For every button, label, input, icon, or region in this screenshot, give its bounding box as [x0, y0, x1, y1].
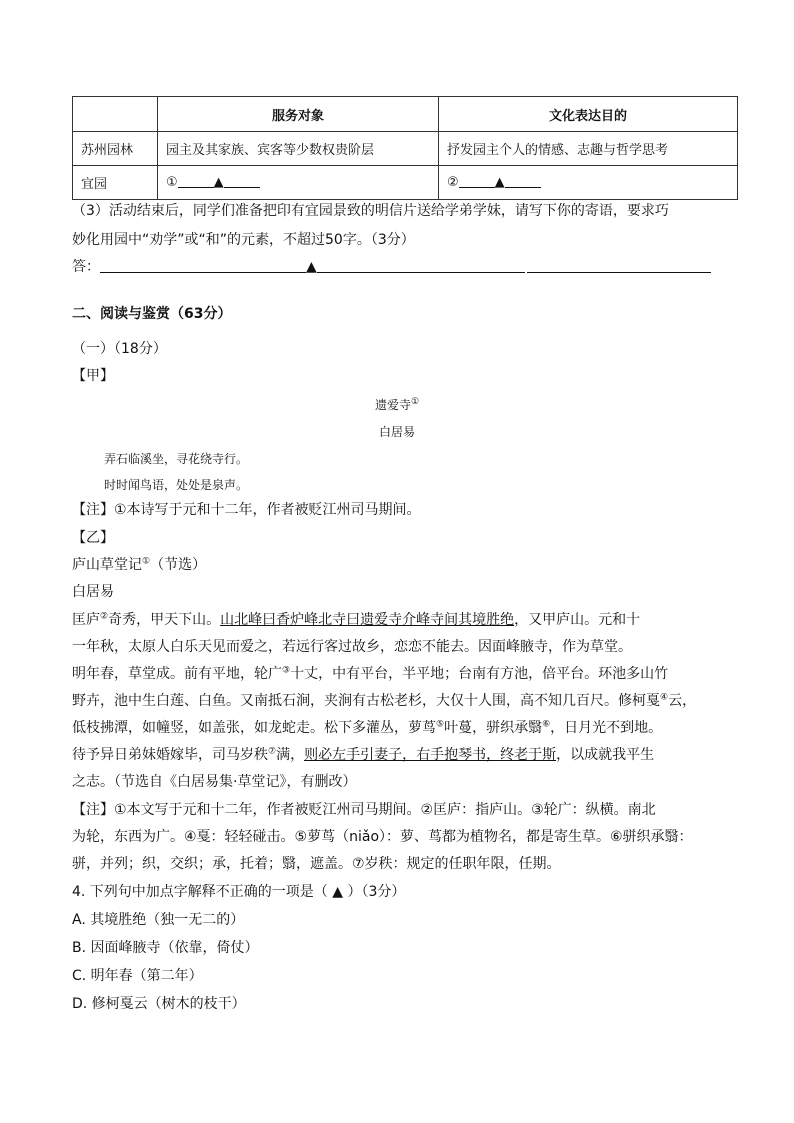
poem-title-text: 遗爱寺 — [374, 398, 411, 412]
question-3-line-2: 妙化用园中“劝学”或“和”的元素，不超过50字。（3分） — [72, 232, 415, 248]
poem-line: 弄石临溪坐，寻花绕寺行。 — [104, 452, 249, 466]
answer-mark: ▲ — [494, 175, 505, 190]
answer-blank — [527, 258, 711, 273]
answer-mark: ▲ — [213, 175, 224, 190]
poem-title — [72, 395, 722, 415]
answer-number: ② — [447, 175, 459, 190]
footnote-marker: ② — [100, 611, 109, 622]
table-cell — [439, 166, 738, 200]
passage-text: 待予异日弟妹婚嫁毕，司马岁秩 — [72, 747, 268, 763]
passage-text: ，又甲庐山。元和十 — [514, 612, 641, 628]
part-heading: （一）（18分） — [72, 341, 167, 357]
section-title: 二、阅读与鉴赏（63分） — [72, 306, 232, 322]
table-cell: 苏州园林 — [73, 132, 158, 166]
table-header-cell: 服务对象 — [158, 97, 439, 132]
passage-line — [72, 718, 662, 738]
passage-text: 十丈，中有平台，半平地；台南有方池，倍平台。环池多山竹 — [290, 666, 669, 682]
option-d: D. 修柯戛云（树木的枝干） — [72, 996, 246, 1012]
text-title-text: 庐山草堂记 — [72, 557, 142, 573]
passage-text: 叶蔓，骈织承翳 — [444, 720, 543, 736]
underlined-sentence: 则必左手引妻子，右手抱琴书，终老于斯 — [304, 747, 557, 763]
answer-mark: ▲ — [306, 259, 317, 275]
passage-line: 之志。（节选自《白居易集·草堂记》，有删改） — [72, 774, 357, 790]
answer-blank — [100, 258, 306, 273]
answer-blank — [224, 175, 260, 188]
answer-label: 答： — [72, 259, 100, 275]
table-row — [73, 166, 738, 200]
poem-author: 白居易 — [378, 425, 415, 439]
table-header-cell — [73, 97, 158, 132]
poem-line: 时时闻鸟语，处处是泉声。 — [104, 478, 249, 492]
text-title-suffix: （节选） — [150, 557, 207, 573]
footnote-marker: ⑤ — [436, 719, 445, 730]
text-label-yi: 【乙】 — [72, 530, 114, 546]
text-author: 白居易 — [72, 584, 114, 600]
table-cell: 宜园 — [73, 166, 158, 200]
answer-blank — [459, 175, 495, 188]
option-c: C. 明年春（第二年） — [72, 968, 203, 984]
footnote: 【注】①本文写于元和十二年，作者被贬江州司马期间。②匡庐：指庐山。③轮广：纵横。南北 — [72, 802, 656, 818]
answer-blank — [317, 258, 525, 273]
table-cell: 抒发园主个人的情感、志趣与哲学思考 — [439, 132, 738, 166]
option-b: B. 因面峰腋寺（依靠，倚仗） — [72, 940, 259, 956]
passage-text: 云， — [668, 693, 697, 709]
answer-blank — [505, 175, 541, 188]
footnote-marker: ⑥ — [542, 719, 551, 730]
table-cell — [158, 166, 439, 200]
question-4-stem: 4. 下列句中加点字解释不正确的一项是（ ▲ ）（3分） — [72, 884, 406, 900]
comparison-table — [72, 96, 738, 200]
passage-text: 匡庐 — [72, 612, 100, 628]
passage-text: 低枝拂潭，如幢竖，如盖张，如龙蛇走。松下多灌丛，萝茑 — [72, 720, 436, 736]
passage-text: 明年春，草堂成。前有平地，轮广 — [72, 666, 282, 682]
footnote: 骈，并列；织，交织；承，托着；翳，遮盖。⑦岁秩：规定的任职年限，任期。 — [72, 856, 561, 872]
answer-blank — [178, 175, 214, 188]
footnote-marker: ④ — [660, 692, 669, 703]
passage-text: ，以成就我平生 — [556, 747, 655, 763]
table-header-cell: 文化表达目的 — [439, 97, 738, 132]
footnote: 【注】①本诗写于元和十二年，作者被贬江州司马期间。 — [72, 502, 421, 518]
underlined-sentence: 山北峰曰香炉峰北寺曰遗爱寺介峰寺间其境胜绝 — [220, 612, 515, 628]
passage-text: 野卉，池中生白莲、白鱼。又南抵石涧，夹涧有古松老杉，大仅十人围，高不知几百尺。修柯戛 — [72, 693, 660, 709]
text-title — [72, 555, 206, 575]
question-3-line-1: （3）活动结束后，同学们准备把印有宜园景致的明信片送给学弟学妹，请写下你的寄语，要求巧 — [72, 203, 669, 219]
footnote-marker: ③ — [282, 665, 291, 676]
footnote: 为轮，东西为广。④戛：轻轻碰击。⑤萝茑（niǎo）：萝、茑都为植物名，都是寄生草。⑥骈织承翳： — [72, 829, 693, 845]
passage-text: ，日月光不到地。 — [550, 720, 663, 736]
answer-line — [72, 257, 711, 277]
option-a: A. 其境胜绝（独一无二的） — [72, 912, 245, 928]
passage-line — [72, 691, 696, 711]
table-row — [73, 132, 738, 166]
text-label-jia: 【甲】 — [72, 368, 114, 384]
passage-line: 一年秋，太原人白乐天见而爱之，若远行客过故乡，恋恋不能去。因面峰腋寺，作为草堂。 — [72, 639, 632, 655]
passage-text: 奇秀，甲天下山。 — [108, 612, 221, 628]
table-cell: 园主及其家族、宾客等少数权贵阶层 — [158, 132, 439, 166]
passage-line — [72, 610, 640, 630]
table-header-row — [73, 97, 738, 132]
answer-number: ① — [166, 175, 178, 190]
passage-line — [72, 664, 668, 684]
footnote-marker: ⑦ — [268, 746, 277, 757]
footnote-marker: ① — [142, 556, 151, 567]
passage-text: 满， — [276, 747, 305, 763]
footnote-marker: ① — [410, 397, 420, 407]
passage-line — [72, 745, 654, 765]
